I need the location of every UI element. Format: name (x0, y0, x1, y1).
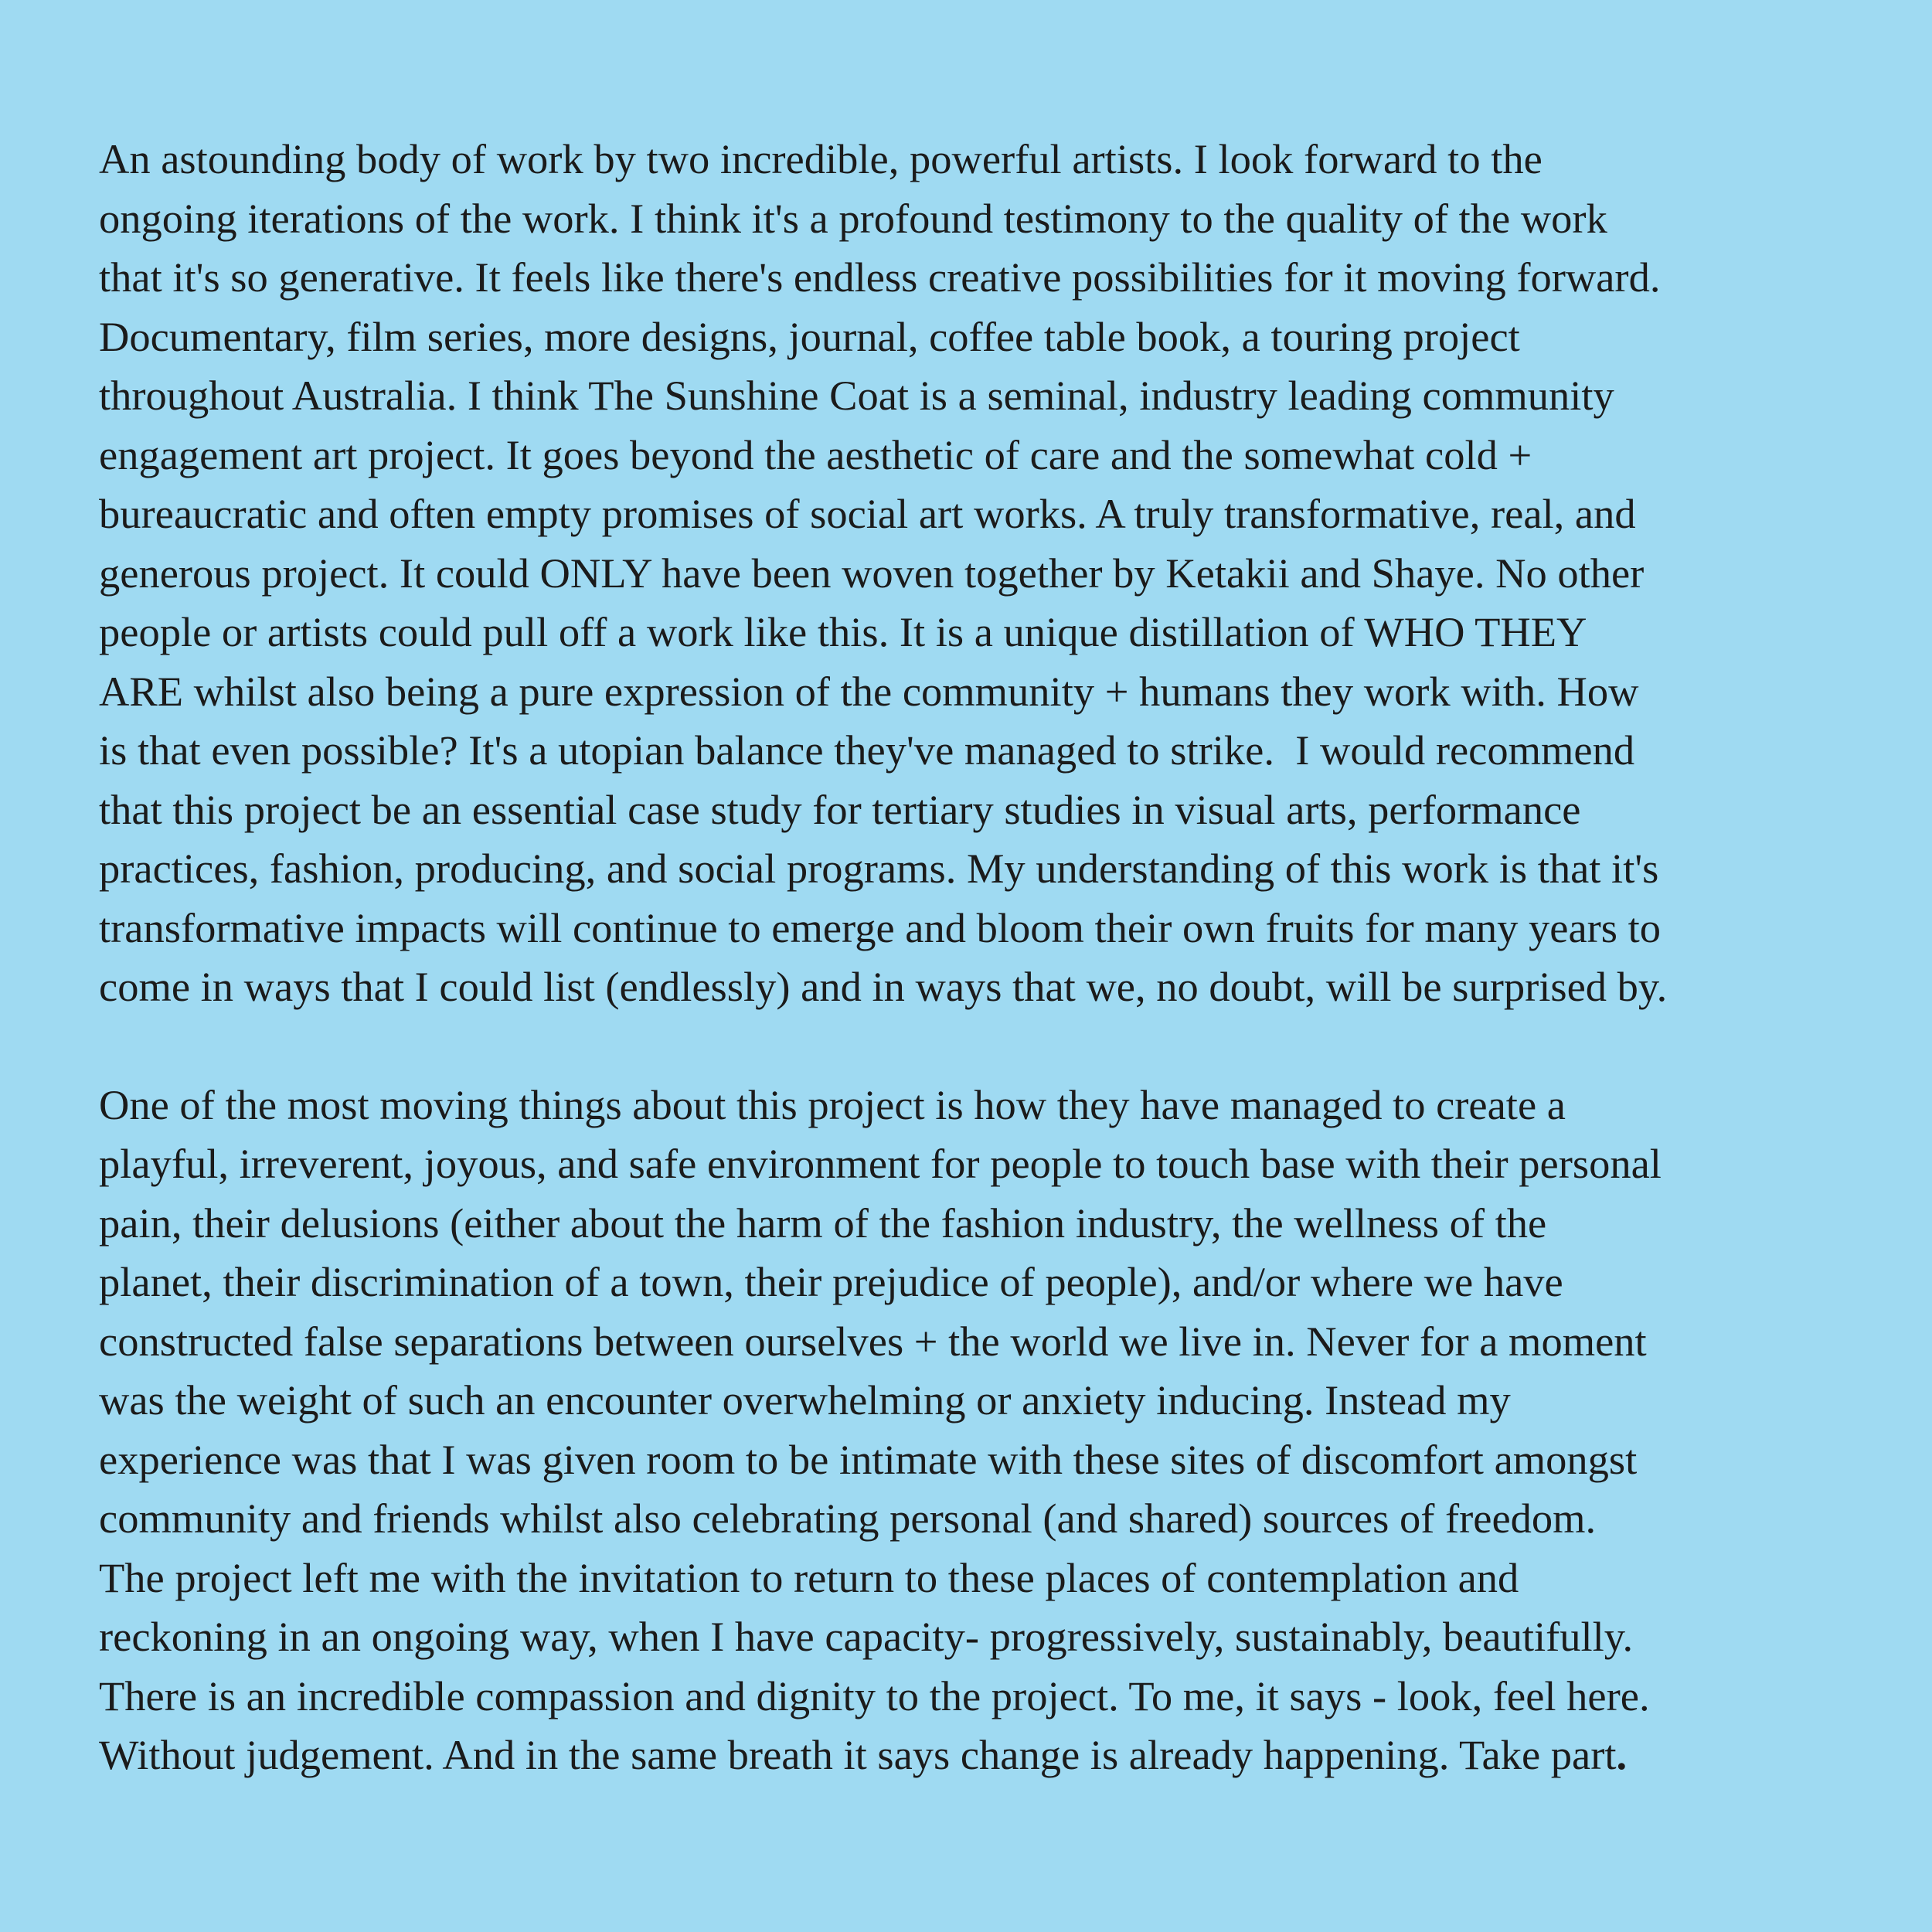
text-line: is that even possible? It's a utopian balance they've managed to strike. I would recommend (99, 726, 1635, 774)
text-line: bureaucratic and often empty promises of social art works. A truly transformative, real, and (99, 490, 1636, 537)
text-line: The project left me with the invitation to return to these places of contemplation and (99, 1553, 1519, 1601)
text-line: There is an incredible compassion and dignity to the project. To me, it says - look, feel here. (99, 1672, 1650, 1719)
text-line: community and friends whilst also celebrating personal (and shared) sources of freedom. (99, 1495, 1597, 1542)
text-line: practices, fashion, producing, and social programs. My understanding of this work is that it's (99, 845, 1659, 892)
last-text-line (99, 1726, 1876, 1785)
text-line: constructed false separations between ourselves + the world we live in. Never for a moment (99, 1317, 1647, 1365)
text-line: An astounding body of work by two incredible, powerful artists. I look forward to the (99, 135, 1543, 182)
text-line: One of the most moving things about this project is how they have managed to create a (99, 1080, 1566, 1128)
text-line: ongoing iterations of the work. I think it's a profound testimony to the quality of the work (99, 194, 1607, 242)
text-line: engagement art project. It goes beyond the aesthetic of care and the somewhat cold + (99, 430, 1532, 478)
text-line: transformative impacts will continue to emerge and bloom their own fruits for many years to (99, 903, 1662, 951)
text-line: reckoning in an ongoing way, when I have capacity- progressively, sustainably, beautifully. (99, 1613, 1634, 1660)
text-line: that this project be an essential case study for tertiary studies in visual arts, performance (99, 785, 1581, 833)
text-line: people or artists could pull off a work like this. It is a unique distillation of WHO THEY (99, 608, 1587, 655)
text-line: Documentary, film series, more designs, journal, coffee table book, a touring project (99, 312, 1520, 360)
text-line: ARE whilst also being a pure expression of the community + humans they work with. How (99, 667, 1639, 715)
text-line: generous project. It could ONLY have been woven together by Ketakii and Shaye. No other (99, 549, 1645, 597)
last-line-text: Without judgement. And in the same breath it says change is already happening. Take part (99, 1731, 1617, 1778)
text-line: that it's so generative. It feels like there's endless creative possibilities for it moving forward. (99, 253, 1661, 301)
testimonial-text (99, 130, 1876, 1785)
paragraph-2 (99, 1076, 1876, 1785)
text-line: playful, irreverent, joyous, and safe environment for people to touch base with their personal (99, 1140, 1662, 1187)
text-line: throughout Australia. I think The Sunshine Coat is a seminal, industry leading community (99, 372, 1614, 419)
text-line: experience was that I was given room to be intimate with these sites of discomfort amongst (99, 1435, 1638, 1483)
paragraph-1 (99, 130, 1876, 1017)
text-line: was the weight of such an encounter overwhelming or anxiety inducing. Instead my (99, 1376, 1511, 1423)
text-line: come in ways that I could list (endlessly) and in ways that we, no doubt, will be surprised by. (99, 963, 1668, 1010)
text-line: planet, their discrimination of a town, their prejudice of people), and/or where we have (99, 1258, 1563, 1305)
final-period: . (1616, 1731, 1628, 1778)
text-line: pain, their delusions (either about the harm of the fashion industry, the wellness of the (99, 1199, 1547, 1247)
